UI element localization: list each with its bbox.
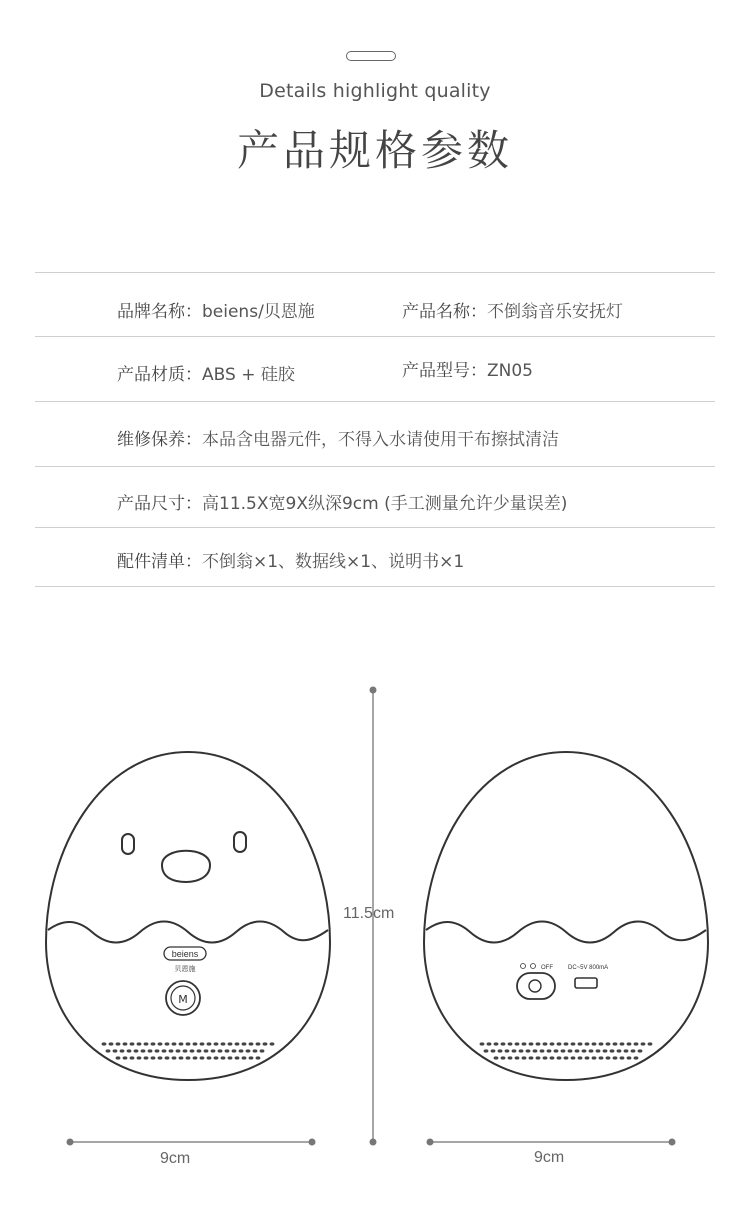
- grille-hole: [113, 1049, 118, 1052]
- grille-hole: [141, 1049, 146, 1052]
- divider: [35, 272, 715, 273]
- grille-hole: [501, 1056, 506, 1059]
- subtitle: Details highlight quality: [259, 80, 491, 102]
- grille-hole: [120, 1049, 125, 1052]
- grille-hole: [207, 1042, 212, 1045]
- grille-hole: [214, 1042, 219, 1045]
- back-width-dimension-line: [427, 1139, 676, 1146]
- port-label: DC~5V 800mA: [568, 965, 609, 971]
- grille-hole: [116, 1056, 121, 1059]
- page-title: 产品规格参数: [236, 126, 513, 175]
- grille-hole: [606, 1042, 611, 1045]
- grille-hole: [487, 1042, 492, 1045]
- divider: [35, 336, 715, 337]
- grille-hole: [123, 1056, 128, 1059]
- grille-hole: [571, 1042, 576, 1045]
- grille-hole: [578, 1042, 583, 1045]
- grille-hole: [186, 1056, 191, 1059]
- grille-hole: [116, 1042, 121, 1045]
- spec-key: 品牌名称：: [117, 302, 202, 322]
- grille-hole: [491, 1049, 496, 1052]
- spec-brand: [117, 297, 315, 322]
- grille-hole: [589, 1049, 594, 1052]
- grille-hole: [239, 1049, 244, 1052]
- grille-hole: [603, 1049, 608, 1052]
- grille-hole: [134, 1049, 139, 1052]
- divider: [35, 401, 715, 402]
- spec-size: [117, 489, 567, 514]
- power-icon: [521, 964, 536, 969]
- grille-hole: [179, 1056, 184, 1059]
- grille-hole: [155, 1049, 160, 1052]
- grille-hole: [151, 1042, 156, 1045]
- grille-hole: [235, 1056, 240, 1059]
- grille-hole: [253, 1049, 258, 1052]
- spec-material: [117, 360, 295, 385]
- grille-hole: [599, 1056, 604, 1059]
- grille-hole: [571, 1056, 576, 1059]
- grille-hole: [606, 1056, 611, 1059]
- grille-hole: [165, 1042, 170, 1045]
- grille-hole: [102, 1042, 107, 1045]
- spec-value: ABS + 硅胶: [202, 365, 295, 385]
- grille-hole: [207, 1056, 212, 1059]
- grille-hole: [232, 1049, 237, 1052]
- spec-key: 配件清单：: [117, 552, 202, 572]
- grille-hole: [554, 1049, 559, 1052]
- grille-hole: [505, 1049, 510, 1052]
- grille-hole: [599, 1042, 604, 1045]
- front-speaker-grille: [102, 1042, 275, 1059]
- grille-hole: [529, 1056, 534, 1059]
- grille-hole: [242, 1042, 247, 1045]
- grille-hole: [242, 1056, 247, 1059]
- grille-hole: [144, 1056, 149, 1059]
- back-speaker-grille: [480, 1042, 653, 1059]
- grille-hole: [620, 1042, 625, 1045]
- grille-hole: [501, 1042, 506, 1045]
- grille-hole: [179, 1042, 184, 1045]
- grille-hole: [211, 1049, 216, 1052]
- device-logo-text: beiens: [171, 949, 199, 959]
- grille-hole: [221, 1042, 226, 1045]
- grille-hole: [197, 1049, 202, 1052]
- grille-hole: [498, 1049, 503, 1052]
- spec-product-name: [402, 297, 623, 322]
- grille-hole: [575, 1049, 580, 1052]
- grille-hole: [162, 1049, 167, 1052]
- grille-hole: [564, 1056, 569, 1059]
- grille-hole: [148, 1049, 153, 1052]
- divider: [35, 466, 715, 467]
- grille-hole: [204, 1049, 209, 1052]
- spec-value: ZN05: [487, 361, 533, 381]
- grille-hole: [610, 1049, 615, 1052]
- spec-key: 产品尺寸：: [117, 494, 202, 514]
- spec-key: 产品材质：: [117, 365, 202, 385]
- divider: [35, 586, 715, 587]
- grille-hole: [130, 1042, 135, 1045]
- front-width-label: 9cm: [160, 1150, 191, 1167]
- grille-hole: [568, 1049, 573, 1052]
- grille-hole: [641, 1042, 646, 1045]
- grille-hole: [578, 1056, 583, 1059]
- spec-value: 高11.5X宽9X纵深9cm (手工测量允许少量误差): [202, 494, 568, 514]
- switch-label: OFF: [541, 965, 553, 971]
- grille-hole: [186, 1042, 191, 1045]
- grille-hole: [613, 1056, 618, 1059]
- spec-key: 产品型号：: [402, 361, 487, 381]
- grille-hole: [260, 1049, 265, 1052]
- grille-hole: [561, 1049, 566, 1052]
- grille-hole: [106, 1049, 111, 1052]
- grille-hole: [249, 1056, 254, 1059]
- height-label: 11.5cm: [343, 905, 395, 922]
- grille-hole: [165, 1056, 170, 1059]
- grille-hole: [512, 1049, 517, 1052]
- grille-hole: [533, 1049, 538, 1052]
- back-egg-drawing: [424, 752, 708, 1080]
- grille-hole: [127, 1049, 132, 1052]
- product-dimension-illustration: [0, 660, 750, 1200]
- grille-hole: [109, 1042, 114, 1045]
- grille-hole: [585, 1056, 590, 1059]
- grille-hole: [585, 1042, 590, 1045]
- grille-hole: [256, 1056, 261, 1059]
- grille-hole: [522, 1042, 527, 1045]
- grille-hole: [508, 1042, 513, 1045]
- grille-hole: [172, 1042, 177, 1045]
- grille-hole: [624, 1049, 629, 1052]
- grille-hole: [631, 1049, 636, 1052]
- grille-hole: [137, 1042, 142, 1045]
- grille-hole: [130, 1056, 135, 1059]
- grille-hole: [557, 1056, 562, 1059]
- grille-hole: [592, 1042, 597, 1045]
- grille-hole: [193, 1056, 198, 1059]
- front-egg-drawing: [46, 752, 330, 1080]
- grille-hole: [522, 1056, 527, 1059]
- grille-hole: [214, 1056, 219, 1059]
- grille-hole: [158, 1056, 163, 1059]
- grille-hole: [627, 1056, 632, 1059]
- grille-hole: [536, 1056, 541, 1059]
- grille-hole: [190, 1049, 195, 1052]
- grille-hole: [617, 1049, 622, 1052]
- grille-hole: [536, 1042, 541, 1045]
- grille-hole: [228, 1056, 233, 1059]
- grille-hole: [225, 1049, 230, 1052]
- grille-hole: [620, 1056, 625, 1059]
- grille-hole: [270, 1042, 275, 1045]
- grille-hole: [526, 1049, 531, 1052]
- spec-value: 不倒翁×1、数据线×1、说明书×1: [202, 552, 465, 572]
- grille-hole: [540, 1049, 545, 1052]
- grille-hole: [613, 1042, 618, 1045]
- grille-hole: [172, 1056, 177, 1059]
- spec-accessories: [117, 547, 464, 572]
- grille-hole: [235, 1042, 240, 1045]
- decorative-pill: [346, 51, 396, 61]
- grille-hole: [564, 1042, 569, 1045]
- grille-hole: [263, 1042, 268, 1045]
- grille-hole: [557, 1042, 562, 1045]
- spec-model: [402, 356, 533, 381]
- spec-value: beiens/贝恩施: [202, 302, 315, 322]
- grille-hole: [193, 1042, 198, 1045]
- grille-hole: [543, 1042, 548, 1045]
- grille-hole: [137, 1056, 142, 1059]
- grille-hole: [183, 1049, 188, 1052]
- grille-hole: [515, 1056, 520, 1059]
- grille-hole: [200, 1056, 205, 1059]
- grille-hole: [480, 1042, 485, 1045]
- grille-hole: [158, 1042, 163, 1045]
- spec-key: 维修保养：: [117, 430, 202, 450]
- grille-hole: [151, 1056, 156, 1059]
- grille-hole: [256, 1042, 261, 1045]
- grille-hole: [508, 1056, 513, 1059]
- grille-hole: [144, 1042, 149, 1045]
- grille-hole: [494, 1042, 499, 1045]
- grille-hole: [200, 1042, 205, 1045]
- grille-hole: [484, 1049, 489, 1052]
- divider: [35, 527, 715, 528]
- grille-hole: [123, 1042, 128, 1045]
- spec-value: 本品含电器元件，不得入水请使用干布擦拭清洁: [202, 430, 559, 450]
- grille-hole: [494, 1056, 499, 1059]
- grille-hole: [582, 1049, 587, 1052]
- grille-hole: [627, 1042, 632, 1045]
- mode-button-icon: M: [178, 993, 188, 1006]
- grille-hole: [176, 1049, 181, 1052]
- grille-hole: [648, 1042, 653, 1045]
- grille-hole: [596, 1049, 601, 1052]
- grille-hole: [519, 1049, 524, 1052]
- front-width-dimension-line: [67, 1139, 316, 1146]
- grille-hole: [529, 1042, 534, 1045]
- grille-hole: [249, 1042, 254, 1045]
- grille-hole: [638, 1049, 643, 1052]
- grille-hole: [634, 1056, 639, 1059]
- spec-value: 不倒翁音乐安抚灯: [487, 302, 623, 322]
- device-logo-sub: 贝恩施: [174, 965, 196, 973]
- grille-hole: [547, 1049, 552, 1052]
- grille-hole: [543, 1056, 548, 1059]
- spec-key: 产品名称：: [402, 302, 487, 322]
- grille-hole: [169, 1049, 174, 1052]
- grille-hole: [515, 1042, 520, 1045]
- grille-hole: [221, 1056, 226, 1059]
- grille-hole: [592, 1056, 597, 1059]
- grille-hole: [246, 1049, 251, 1052]
- spec-maintenance: [117, 425, 559, 450]
- grille-hole: [228, 1042, 233, 1045]
- grille-hole: [634, 1042, 639, 1045]
- grille-hole: [218, 1049, 223, 1052]
- grille-hole: [550, 1056, 555, 1059]
- grille-hole: [550, 1042, 555, 1045]
- back-width-label: 9cm: [534, 1149, 565, 1166]
